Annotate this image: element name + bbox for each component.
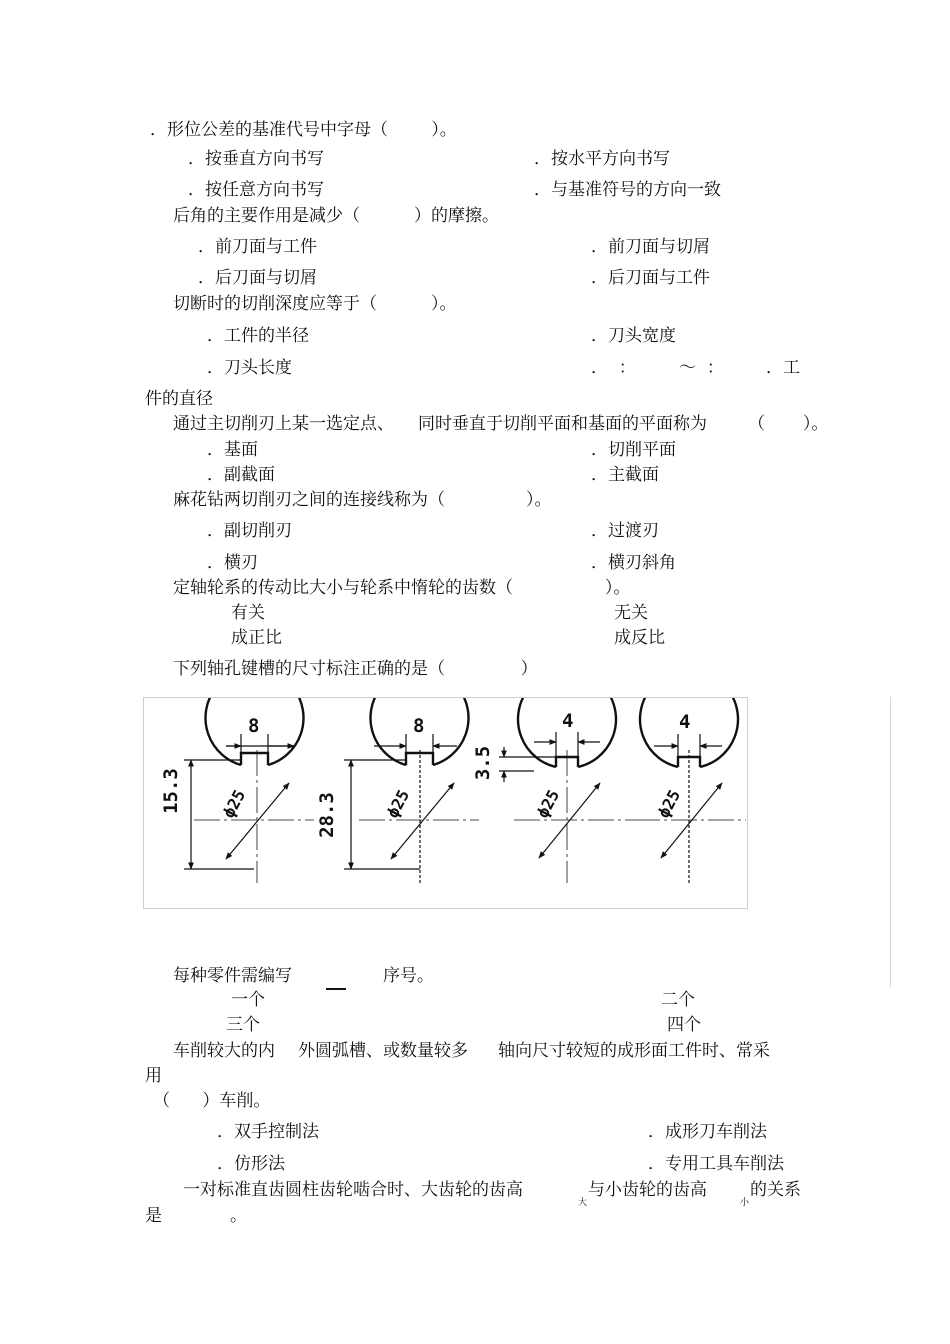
q6-option-b: 无关 xyxy=(614,603,648,623)
q3-stem-wrap: 件的直径 xyxy=(145,389,213,409)
q2-stem: 后角的主要作用是减少（ ）的摩擦。 xyxy=(173,206,500,226)
q6-stem: 定轴轮系的传动比大小与轮系中惰轮的齿数（ ）。 xyxy=(173,578,631,598)
drawing-b-width-label: 8 xyxy=(413,715,425,737)
q9-option-d: ．专用工具车削法 xyxy=(648,1154,784,1174)
q1-option-c: ．按任意方向书写 xyxy=(188,180,324,200)
q1-option-a: ．按垂直方向书写 xyxy=(188,149,324,169)
q3-option-d: ． ： ～ ： xyxy=(591,358,724,378)
drawing-c-height-label: 3.5 xyxy=(472,745,494,781)
q10-stem-part2: 与小齿轮的齿高 xyxy=(588,1180,707,1200)
q5-stem: 麻花钻两切削刃之间的连接线称为（ ）。 xyxy=(173,490,552,510)
q9-stem-part2: 外圆弧槽、或数量较多 xyxy=(298,1041,468,1061)
drawing-a-diameter-label: ϕ25 xyxy=(218,786,250,821)
q4-stem-part3: （ ）。 xyxy=(748,414,829,434)
q3-option-d-tail: ．工 xyxy=(766,358,800,378)
drawing-a-width-label: 8 xyxy=(248,715,260,737)
q8-answer-blank xyxy=(326,988,346,990)
q8-option-a: 一个 xyxy=(231,990,265,1010)
q4-stem-part2: 同时垂直于切削平面和基面的平面称为 xyxy=(418,414,707,434)
q2-option-a: ．前刀面与工件 xyxy=(198,237,317,257)
drawing-d-width-label: 4 xyxy=(679,711,691,733)
q8-stem-part1: 每种零件需编写 xyxy=(173,966,292,986)
q4-option-c: ．副截面 xyxy=(207,465,275,485)
q3-option-c: ．刀头长度 xyxy=(207,358,292,378)
q8-option-d: 四个 xyxy=(667,1015,701,1035)
drawing-d-diameter-label: ϕ25 xyxy=(653,786,685,821)
drawing-c-width-label: 4 xyxy=(562,710,574,732)
q1-stem: ．形位公差的基准代号中字母（ ）。 xyxy=(150,120,457,140)
page-edge-rule xyxy=(890,697,891,987)
q5-option-c: ．横刃 xyxy=(207,553,258,573)
q3-option-a: ．工件的半径 xyxy=(207,326,309,346)
q6-option-d: 成反比 xyxy=(614,628,665,648)
q9-stem-part1: 车削较大的内 xyxy=(173,1041,275,1061)
q9-stem-wrap2: （ ）车削。 xyxy=(153,1091,271,1111)
q8-stem-part2: 序号。 xyxy=(383,966,434,986)
keyway-dimension-figure xyxy=(143,697,748,909)
drawing-c-diameter-label: ϕ25 xyxy=(532,786,564,821)
q4-option-a: ．基面 xyxy=(207,440,258,460)
q5-option-b: ．过渡刃 xyxy=(591,521,659,541)
q10-subscript-small: 小 xyxy=(740,1198,750,1208)
q4-stem-part1: 通过主切削刃上某一选定点、 xyxy=(173,414,394,434)
q4-option-b: ．切削平面 xyxy=(591,440,676,460)
drawing-b-height-label: 28.3 xyxy=(316,792,338,838)
q8-option-c: 三个 xyxy=(226,1015,260,1035)
q3-stem: 切断时的切削深度应等于（ ）。 xyxy=(173,294,457,314)
q5-option-d: ．横刃斜角 xyxy=(591,553,676,573)
q4-option-d: ．主截面 xyxy=(591,465,659,485)
drawing-a-height-label: 15.3 xyxy=(160,768,182,814)
q9-stem-part3: 轴向尺寸较短的成形面工件时、常采 xyxy=(498,1041,770,1061)
q9-option-a: ．双手控制法 xyxy=(217,1122,319,1142)
q3-option-b: ．刀头宽度 xyxy=(591,326,676,346)
q9-stem-wrap1: 用 xyxy=(145,1066,162,1086)
q8-option-b: 二个 xyxy=(661,990,695,1010)
q9-option-b: ．成形刀车削法 xyxy=(648,1122,767,1142)
q1-option-b: ．按水平方向书写 xyxy=(534,149,670,169)
q7-stem: 下列轴孔键槽的尺寸标注正确的是（ ） xyxy=(173,659,538,679)
q10-stem-wrap: 是 xyxy=(145,1206,162,1226)
q10-stem-end: 。 xyxy=(230,1206,247,1226)
q2-option-d: ．后刀面与工件 xyxy=(591,268,710,288)
q2-option-c: ．后刀面与切屑 xyxy=(198,268,317,288)
q10-stem-part1: 一对标准直齿圆柱齿轮啮合时、大齿轮的齿高 xyxy=(183,1180,523,1200)
q2-option-b: ．前刀面与切屑 xyxy=(591,237,710,257)
q6-option-c: 成正比 xyxy=(231,628,282,648)
q5-option-a: ．副切削刃 xyxy=(207,521,292,541)
drawing-b-diameter-label: ϕ25 xyxy=(382,786,414,821)
drawing-b xyxy=(344,698,479,884)
q10-subscript-big: 大 xyxy=(578,1198,588,1208)
q9-option-c: ．仿形法 xyxy=(217,1154,285,1174)
q10-stem-part3: 的关系 xyxy=(750,1180,801,1200)
q1-option-d: ．与基准符号的方向一致 xyxy=(534,180,721,200)
q6-option-a: 有关 xyxy=(231,603,265,623)
